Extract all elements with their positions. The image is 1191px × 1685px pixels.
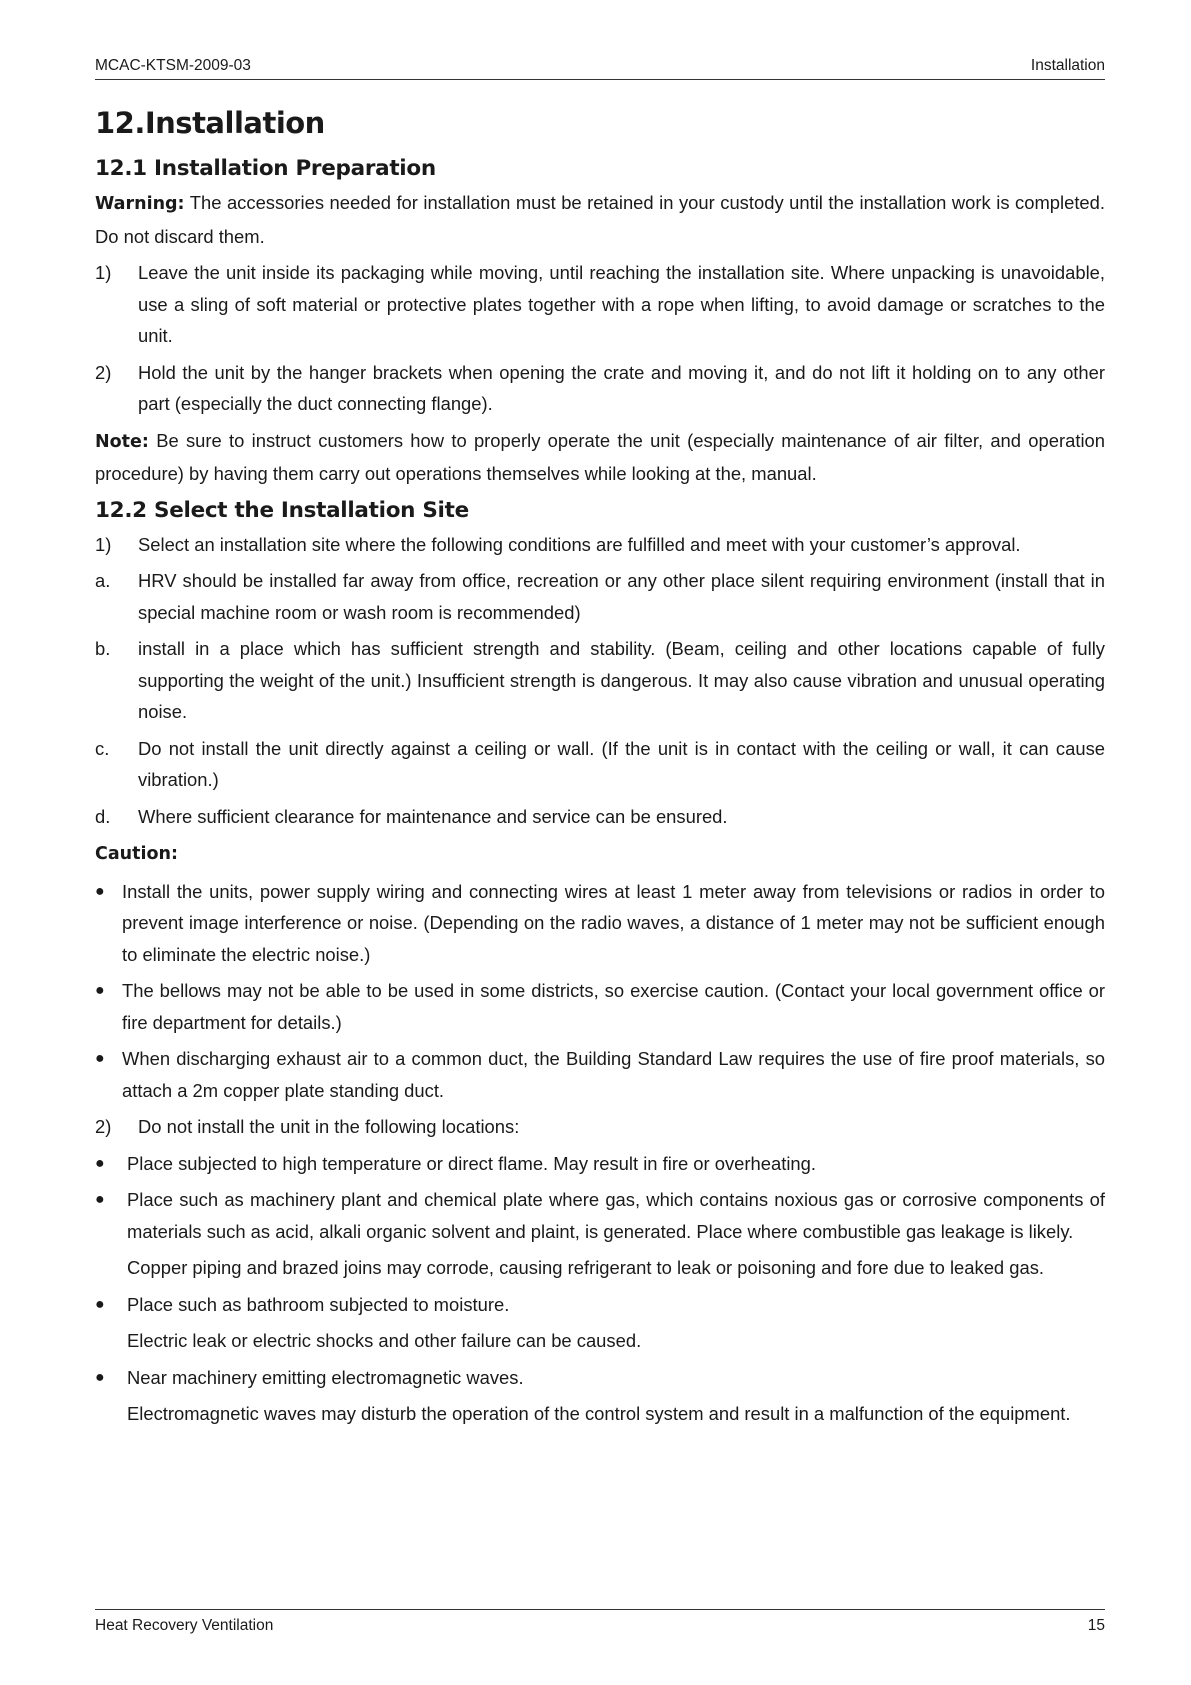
list-item — [95, 357, 1105, 420]
location-detail: Electric leak or electric shocks and other failure can be caused. — [127, 1330, 642, 1351]
list-marker: 2) — [95, 361, 112, 383]
condition-item — [95, 565, 1105, 628]
bullet-text: Place such as bathroom subjected to moisture. — [127, 1293, 510, 1315]
bullet-marker: ● — [95, 882, 105, 900]
bullet-text: Near machinery emitting electromagnetic waves. — [127, 1366, 524, 1388]
location-bullet — [95, 1148, 1105, 1180]
list-item-text: Hold the unit by the hanger brackets when opening the crate and moving it, and do not lift it holding on to any other part (especially the duct connecting flange). — [138, 361, 1105, 414]
caution-bullet — [95, 1043, 1105, 1106]
warning-text: The accessories needed for installation must be retained in your custody until the installation work is completed. Do not discard them. — [95, 192, 1105, 247]
bullet-marker: ● — [95, 1050, 105, 1067]
location-detail: Copper piping and brazed joins may corrode, causing refrigerant to leak or poisoning and fore due to leaked gas. — [127, 1257, 1045, 1278]
condition-item — [95, 733, 1105, 796]
condition-item — [95, 801, 1105, 833]
caution-paragraph — [95, 837, 1105, 871]
section-heading-preparation: 12.1 Installation Preparation — [95, 156, 436, 181]
location-bullet — [95, 1289, 1105, 1321]
bullet-text: The bellows may not be able to be used in some districts, so exercise caution. (Contact your local government office or fire department for details.) — [122, 980, 1105, 1033]
list-marker: 1) — [95, 262, 112, 283]
condition-text: HRV should be installed far away from office, recreation or any other place silent requiring environment (install that in special machine room or wash room is recommended) — [138, 570, 1105, 623]
list-marker: d. — [95, 805, 111, 827]
doc-code: MCAC-KTSM-2009-03 — [95, 57, 251, 74]
note-paragraph — [95, 425, 1105, 490]
bullet-marker: ● — [95, 1191, 105, 1208]
condition-text: install in a place which has sufficient strength and stability. (Beam, ceiling and other locations capable of fully supporting the weight of the unit.) Insufficient strength is dangerous. It may also cause vibration and unusual operating noise. — [138, 638, 1105, 722]
list-item — [95, 1111, 1105, 1143]
list-item — [95, 529, 1105, 561]
bullet-text: When discharging exhaust air to a common duct, the Building Standard Law requires the use of fire proof materials, so attach a 2m copper plate standing duct. — [122, 1048, 1105, 1101]
location-bullet — [95, 1184, 1105, 1247]
bullet-text: Place such as machinery plant and chemical plate where gas, which contains noxious gas or corrosive components of materials such as acid, alkali organic solvent and plaint, is generated. Place where combustible gas leakage is likely. — [127, 1189, 1105, 1242]
list-item-text: Select an installation site where the following conditions are fulfilled and meet with your customer’s approval. — [138, 533, 1021, 555]
footer-product: Heat Recovery Ventilation — [95, 1617, 274, 1634]
list-marker: c. — [95, 737, 110, 759]
page-number: 15 — [1087, 1617, 1105, 1634]
caution-label: Caution: — [95, 844, 178, 864]
page-content — [95, 106, 1105, 1430]
list-marker: 2) — [95, 1116, 112, 1137]
list-marker: 1) — [95, 533, 112, 555]
note-label: Note: — [95, 431, 149, 452]
bullet-text: Install the units, power supply wiring and connecting wires at least 1 meter away from televisions or radios in order to prevent image interference or noise. (Depending on the radio waves, a distance of 1 meter may not be sufficient enough to eliminate the electric noise.) — [122, 880, 1105, 965]
location-bullet — [95, 1362, 1105, 1394]
warning-paragraph — [95, 187, 1105, 252]
condition-text: Where sufficient clearance for maintenance and service can be ensured. — [138, 805, 728, 827]
caution-bullet — [95, 975, 1105, 1038]
location-detail: Electromagnetic waves may disturb the operation of the control system and result in a malfunction of the equipment. — [127, 1403, 1071, 1424]
bullet-marker: ● — [95, 982, 105, 999]
list-item-text: Leave the unit inside its packaging while moving, until reaching the installation site. Where unpacking is unavoidable, use a sling of soft material or protective plates together with a rope when lifting, to avoid damage or scratches to the unit. — [138, 262, 1105, 346]
page-header — [95, 57, 1105, 80]
bullet-marker: ● — [95, 1154, 105, 1172]
bullet-marker: ● — [95, 1295, 105, 1313]
list-item — [95, 257, 1105, 352]
note-text: Be sure to instruct customers how to properly operate the unit (especially maintenance of air filter, and operation procedure) by having them carry out operations themselves while looking at the, manual. — [95, 429, 1105, 484]
list-marker: a. — [95, 570, 111, 591]
list-item-text: Do not install the unit in the following locations: — [138, 1116, 520, 1137]
bullet-text: Place subjected to high temperature or direct flame. May result in fire or overheating. — [127, 1152, 816, 1174]
section-heading-site: 12.2 Select the Installation Site — [95, 497, 469, 523]
page-footer — [95, 1609, 1105, 1634]
bullet-marker: ● — [95, 1368, 105, 1386]
list-marker: b. — [95, 638, 111, 659]
condition-item — [95, 633, 1105, 728]
page-title: 12.Installation — [95, 106, 325, 140]
warning-label: Warning: — [95, 194, 185, 214]
caution-bullet — [95, 876, 1105, 971]
condition-text: Do not install the unit directly against a ceiling or wall. (If the unit is in contact with the ceiling or wall, it can cause vibration.) — [138, 737, 1105, 790]
section-name: Installation — [1030, 57, 1105, 74]
